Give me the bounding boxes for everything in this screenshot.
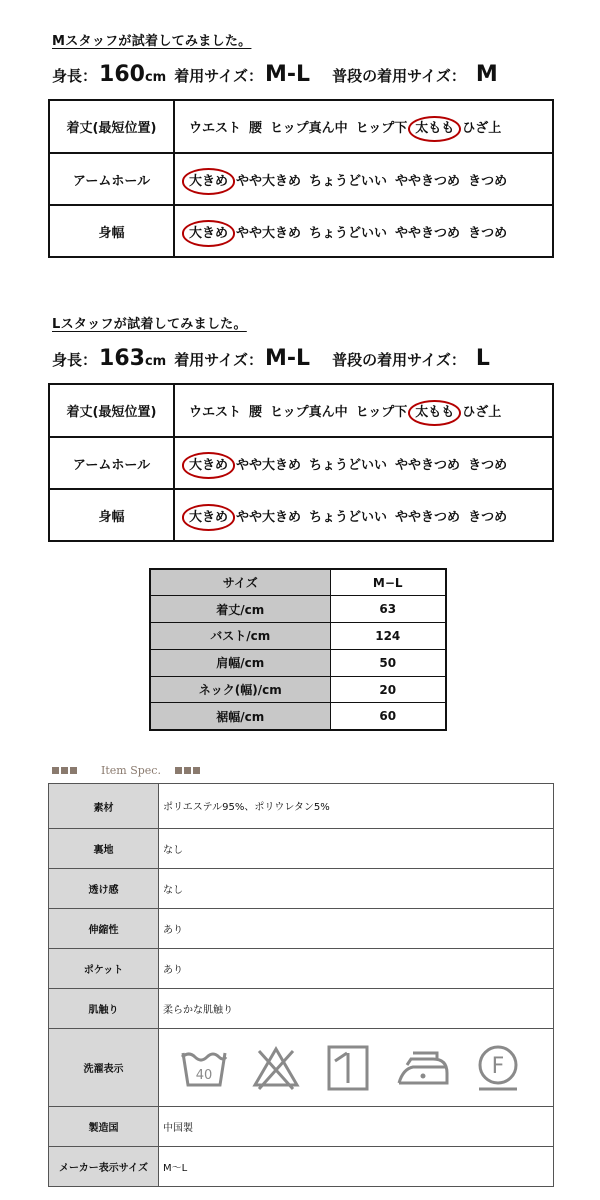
selection-circle [182, 220, 235, 246]
spec-value: 中国製 [159, 1107, 554, 1147]
spec-key: 素材 [49, 784, 159, 829]
size-key: ネック(幅)/cm [150, 676, 330, 703]
fit-row-options [174, 205, 553, 257]
spec-key: 裏地 [49, 829, 159, 869]
square-icon [193, 767, 200, 774]
height-unit: cm [144, 70, 167, 85]
spec-value: あり [159, 909, 554, 949]
size-value: 124 [330, 623, 446, 650]
spec-key: ポケット [49, 949, 159, 989]
fit-option: ややきつめ [395, 457, 461, 473]
fit-option: きつめ [468, 225, 508, 241]
fit-option: やや大きめ [236, 173, 302, 189]
size-value: 60 [330, 703, 446, 730]
spec-key: 肌触り [49, 989, 159, 1029]
fit-row-options [174, 384, 553, 437]
staff-l-title: Lスタッフが試着してみました。 [52, 317, 247, 332]
fit-option: ヒップ下 [355, 121, 408, 136]
fit-option: ちょうどいい [309, 173, 388, 189]
size-key: バスト/cm [150, 623, 330, 650]
fit-row-header: 着丈(最短位置) [49, 100, 174, 153]
item-spec-table [48, 783, 554, 1187]
size-value: 20 [330, 676, 446, 703]
size-key: 肩幅/cm [150, 649, 330, 676]
staff-m-measurements [52, 62, 498, 87]
fit-row-options [174, 437, 553, 489]
usual-size-value: M [475, 62, 498, 87]
item-spec-title: Item Spec. [101, 764, 161, 777]
fit-option: きつめ [468, 173, 508, 189]
square-icon [184, 767, 191, 774]
fit-option: やや大きめ [236, 225, 302, 241]
size-header-key: サイズ [150, 569, 330, 596]
staff-m-fit-table [48, 99, 554, 258]
square-icon [175, 767, 182, 774]
usual-size-label: 普段の着用サイズ： [332, 67, 466, 85]
worn-size-value: M-L [265, 62, 311, 87]
height-unit: cm [144, 354, 167, 369]
fit-option: ややきつめ [395, 173, 461, 189]
care-symbols [159, 1029, 554, 1107]
fit-option: ちょうどいい [309, 509, 388, 525]
worn-size-label: 着用サイズ： [174, 67, 264, 85]
hang-dry-icon [321, 1043, 375, 1093]
spec-key: 伸縮性 [49, 909, 159, 949]
fit-option: ひざ上 [462, 405, 502, 420]
staff-m-title: Mスタッフが試着してみました。 [52, 34, 252, 49]
fit-option-selected: 大きめ [189, 226, 228, 241]
usual-size-label: 普段の着用サイズ： [332, 351, 466, 369]
fit-option: 腰 [249, 405, 263, 420]
selection-circle [182, 168, 235, 194]
fit-option: やや大きめ [236, 509, 302, 525]
height-label: 身長： [52, 67, 98, 85]
spec-key: 洗濯表示 [49, 1029, 159, 1107]
spec-value: 柔らかな肌触り [159, 989, 554, 1029]
worn-size-label: 着用サイズ： [174, 351, 264, 369]
fit-option: ヒップ真ん中 [270, 121, 348, 136]
staff-l-fit-table [48, 383, 554, 542]
fit-row-options [174, 100, 553, 153]
wash-temp: 40 [195, 1067, 213, 1083]
spec-key: 透け感 [49, 869, 159, 909]
fit-option: やや大きめ [236, 457, 302, 473]
worn-size-value: M-L [265, 346, 311, 371]
square-icon [70, 767, 77, 774]
fit-option: ウエスト [189, 405, 242, 420]
no-bleach-icon [249, 1043, 303, 1093]
square-icon [52, 767, 59, 774]
fit-option: きつめ [468, 509, 508, 525]
fit-row-header: 身幅 [49, 489, 174, 541]
selection-circle [182, 504, 235, 530]
fit-row-header: アームホール [49, 437, 174, 489]
fit-option: ひざ上 [462, 121, 502, 136]
size-key: 裾幅/cm [150, 703, 330, 730]
fit-option: 腰 [249, 121, 263, 136]
fit-option: ヒップ下 [355, 405, 408, 420]
height-value: 163 [99, 346, 145, 371]
iron-low-icon [393, 1043, 453, 1093]
size-value: 50 [330, 649, 446, 676]
size-header-value: M−L [330, 569, 446, 596]
fit-option-selected: 大きめ [189, 174, 228, 189]
square-icon [61, 767, 68, 774]
fit-option: ヒップ真ん中 [270, 405, 348, 420]
fit-row-options [174, 489, 553, 541]
fit-option: ややきつめ [395, 225, 461, 241]
usual-size-value: L [475, 346, 490, 371]
height-label: 身長： [52, 351, 98, 369]
fit-row-options [174, 153, 553, 205]
fit-row-header: 身幅 [49, 205, 174, 257]
dry-clean-f-icon [471, 1043, 525, 1093]
selection-circle [182, 452, 235, 478]
size-key: 着丈/cm [150, 596, 330, 623]
fit-option-selected: 太もも [415, 405, 454, 420]
item-spec-heading [52, 764, 202, 777]
size-table [149, 568, 447, 731]
spec-key: 製造国 [49, 1107, 159, 1147]
fit-option: ちょうどいい [309, 457, 388, 473]
spec-value: あり [159, 949, 554, 989]
fit-row-header: 着丈(最短位置) [49, 384, 174, 437]
spec-value: なし [159, 869, 554, 909]
fit-row-header: アームホール [49, 153, 174, 205]
fit-option: ちょうどいい [309, 225, 388, 241]
wash-40-icon [177, 1043, 231, 1093]
fit-option: ややきつめ [395, 509, 461, 525]
staff-l-measurements [52, 346, 490, 371]
fit-option: きつめ [468, 457, 508, 473]
spec-value: なし [159, 829, 554, 869]
fit-option-selected: 太もも [415, 121, 454, 136]
height-value: 160 [99, 62, 145, 87]
spec-value: M〜L [159, 1147, 554, 1187]
selection-circle [408, 400, 461, 426]
selection-circle [408, 116, 461, 142]
spec-key: メーカー表示サイズ [49, 1147, 159, 1187]
dry-clean-letter: F [491, 1053, 505, 1079]
fit-option: ウエスト [189, 121, 242, 136]
size-value: 63 [330, 596, 446, 623]
spec-value: ポリエステル95%、ポリウレタン5% [159, 784, 554, 829]
fit-option-selected: 大きめ [189, 458, 228, 473]
fit-option-selected: 大きめ [189, 510, 228, 525]
